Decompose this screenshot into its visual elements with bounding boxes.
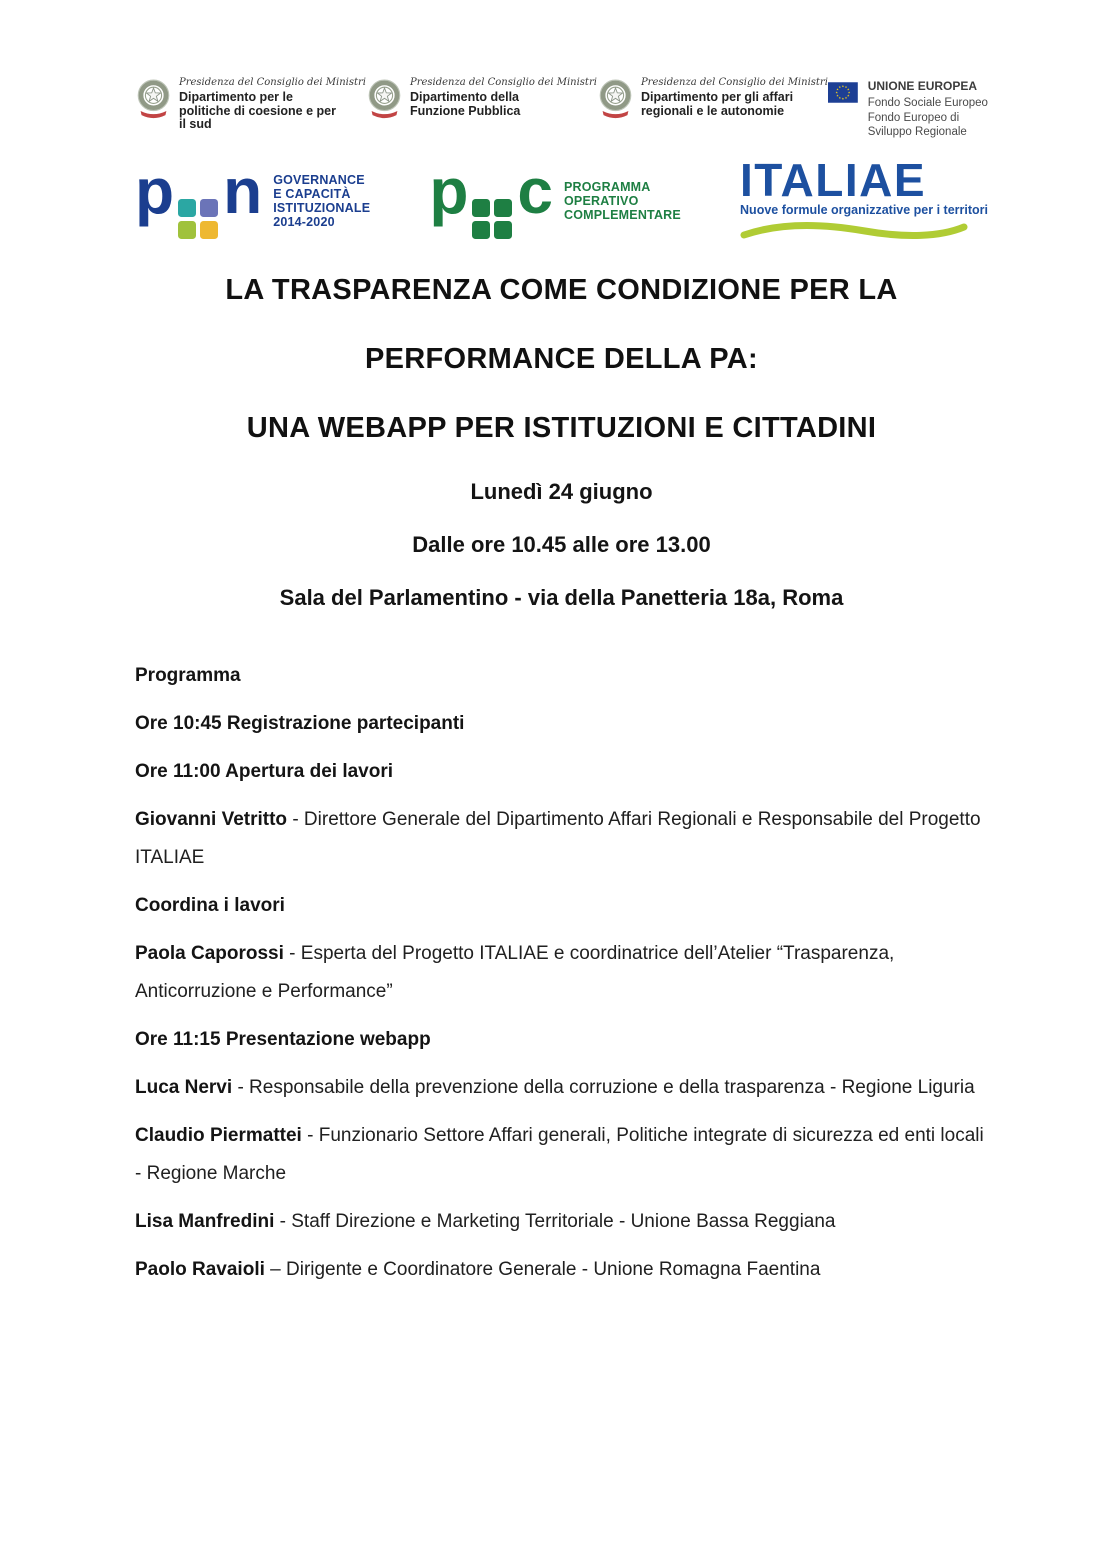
institution-text xyxy=(641,76,828,118)
institution-name-line: Funzione Pubblica xyxy=(409,103,521,118)
event-venue: Sala del Parlamentino - via della Panetteria 18a, Roma xyxy=(279,584,844,610)
poc-wordmark: p c xyxy=(429,166,552,235)
italiae-logo xyxy=(740,153,988,244)
institution-name-line: Dipartimento per gli affari xyxy=(640,90,794,104)
italiae-tagline: Nuove formule organizzative per i territori xyxy=(740,202,988,217)
pon-label-line: ISTITUZIONALE xyxy=(273,200,371,215)
institution-name-line: Dipartimento della xyxy=(409,90,520,104)
speaker-name: Paola Caporossi xyxy=(135,942,284,964)
institution-text xyxy=(410,76,597,118)
institution-name-line: regionali e le autonomie xyxy=(640,103,785,118)
institution-name xyxy=(179,91,366,132)
institution-name-line: politiche di coesione e per xyxy=(179,103,336,118)
italiae-swoosh-icon xyxy=(740,218,968,244)
poc-label-line: COMPLEMENTARE xyxy=(564,207,681,222)
speaker-role: - Funzionario Settore Affari generali, Politiche integrate di sicurezza ed enti locali - Regione Marche xyxy=(135,1124,984,1184)
speaker-name: Paolo Ravaioli xyxy=(135,1258,265,1280)
eu-text xyxy=(868,76,988,140)
speaker-role: - Direttore Generale del Dipartimento Affari Regionali e Responsabile del Progetto ITALIAE xyxy=(135,808,981,868)
speaker-role: - Esperta del Progetto ITALIAE e coordinatrice dell’Atelier “Trasparenza, Anticorruzione e Performance” xyxy=(135,942,895,1002)
event-title-line: PERFORMANCE DELLA PA: xyxy=(365,342,758,375)
speaker-name: Luca Nervi xyxy=(135,1076,233,1098)
program-heading: Programma xyxy=(135,664,241,686)
pon-label-line: GOVERNANCE xyxy=(273,172,365,187)
logo-dipartimento-coesione xyxy=(135,76,366,132)
poc-squares-icon xyxy=(472,199,512,239)
program-section xyxy=(135,657,988,1289)
italy-emblem-icon xyxy=(597,76,634,122)
institution-name-line: Dipartimento per le xyxy=(179,90,293,104)
pon-wordmark: p n xyxy=(135,166,261,235)
poc-logo xyxy=(429,155,681,235)
italiae-wordmark: ITALIAE xyxy=(740,153,926,206)
institution-name-line: il sud xyxy=(179,117,212,131)
presidenza-script-text: Presidenza del Consiglio dei Ministri xyxy=(409,77,597,88)
eu-fund-line: Fondo Europeo di Sviluppo Regionale xyxy=(867,111,967,138)
event-info xyxy=(135,477,988,613)
event-title xyxy=(135,270,988,448)
speaker-claudio-piermattei xyxy=(135,1117,988,1193)
program-item-1045: Ore 10:45 Registrazione partecipanti xyxy=(135,712,465,734)
event-date: Lunedì 24 giugno xyxy=(470,478,653,504)
program-item-1100: Ore 11:00 Apertura dei lavori xyxy=(135,760,394,782)
pon-label-line: E CAPACITÀ xyxy=(273,186,351,201)
presidenza-script-text: Presidenza del Consiglio dei Ministri xyxy=(640,77,828,88)
logo-unione-europea xyxy=(828,76,988,140)
italy-emblem-icon xyxy=(366,76,403,122)
poc-label-line: PROGRAMMA xyxy=(564,179,651,194)
institution-name xyxy=(641,91,828,118)
logo-dipartimento-affari-regionali xyxy=(597,76,828,122)
speaker-luca-nervi xyxy=(135,1069,988,1107)
pon-label-line: 2014-2020 xyxy=(273,214,335,229)
poc-label xyxy=(564,180,681,222)
pon-logo xyxy=(135,155,371,235)
logo-dipartimento-funzione-pubblica xyxy=(366,76,597,122)
speaker-lisa-manfredini xyxy=(135,1203,988,1241)
speaker-role: – Dirigente e Coordinatore Generale - Unione Romagna Faentina xyxy=(270,1258,821,1280)
pon-label xyxy=(273,173,370,229)
eu-title: UNIONE EUROPEA xyxy=(867,79,978,93)
speaker-name: Lisa Manfredini xyxy=(135,1210,275,1232)
event-title-line: UNA WEBAPP PER ISTITUZIONI E CITTADINI xyxy=(246,411,877,444)
eu-fund-line: Fondo Sociale Europeo xyxy=(867,97,988,109)
institution-text xyxy=(179,76,366,132)
speaker-name: Claudio Piermattei xyxy=(135,1124,302,1146)
institution-name xyxy=(410,91,597,118)
poc-label-line: OPERATIVO xyxy=(564,193,639,208)
italy-emblem-icon xyxy=(135,76,172,122)
institutional-logos-row xyxy=(135,76,988,140)
presidenza-script-text: Presidenza del Consiglio dei Ministri xyxy=(179,77,366,88)
program-item-1115: Ore 11:15 Presentazione webapp xyxy=(135,1028,431,1050)
program-logos-row xyxy=(135,153,988,244)
speaker-paolo-ravaioli xyxy=(135,1251,988,1289)
pon-squares-icon xyxy=(178,199,218,239)
speaker-giovanni-vetritto xyxy=(135,801,988,877)
event-title-line: LA TRASPARENZA COME CONDIZIONE PER LA xyxy=(225,273,898,306)
program-item-coordina: Coordina i lavori xyxy=(135,894,285,916)
speaker-paola-caporossi xyxy=(135,935,988,1011)
speaker-role: - Responsabile della prevenzione della corruzione e della trasparenza - Regione Liguria xyxy=(237,1076,975,1098)
speaker-name: Giovanni Vetritto xyxy=(135,808,288,830)
speaker-role: - Staff Direzione e Marketing Territoriale - Unione Bassa Reggiana xyxy=(279,1210,836,1232)
event-time: Dalle ore 10.45 alle ore 13.00 xyxy=(412,531,711,557)
eu-flag-icon xyxy=(828,76,858,109)
